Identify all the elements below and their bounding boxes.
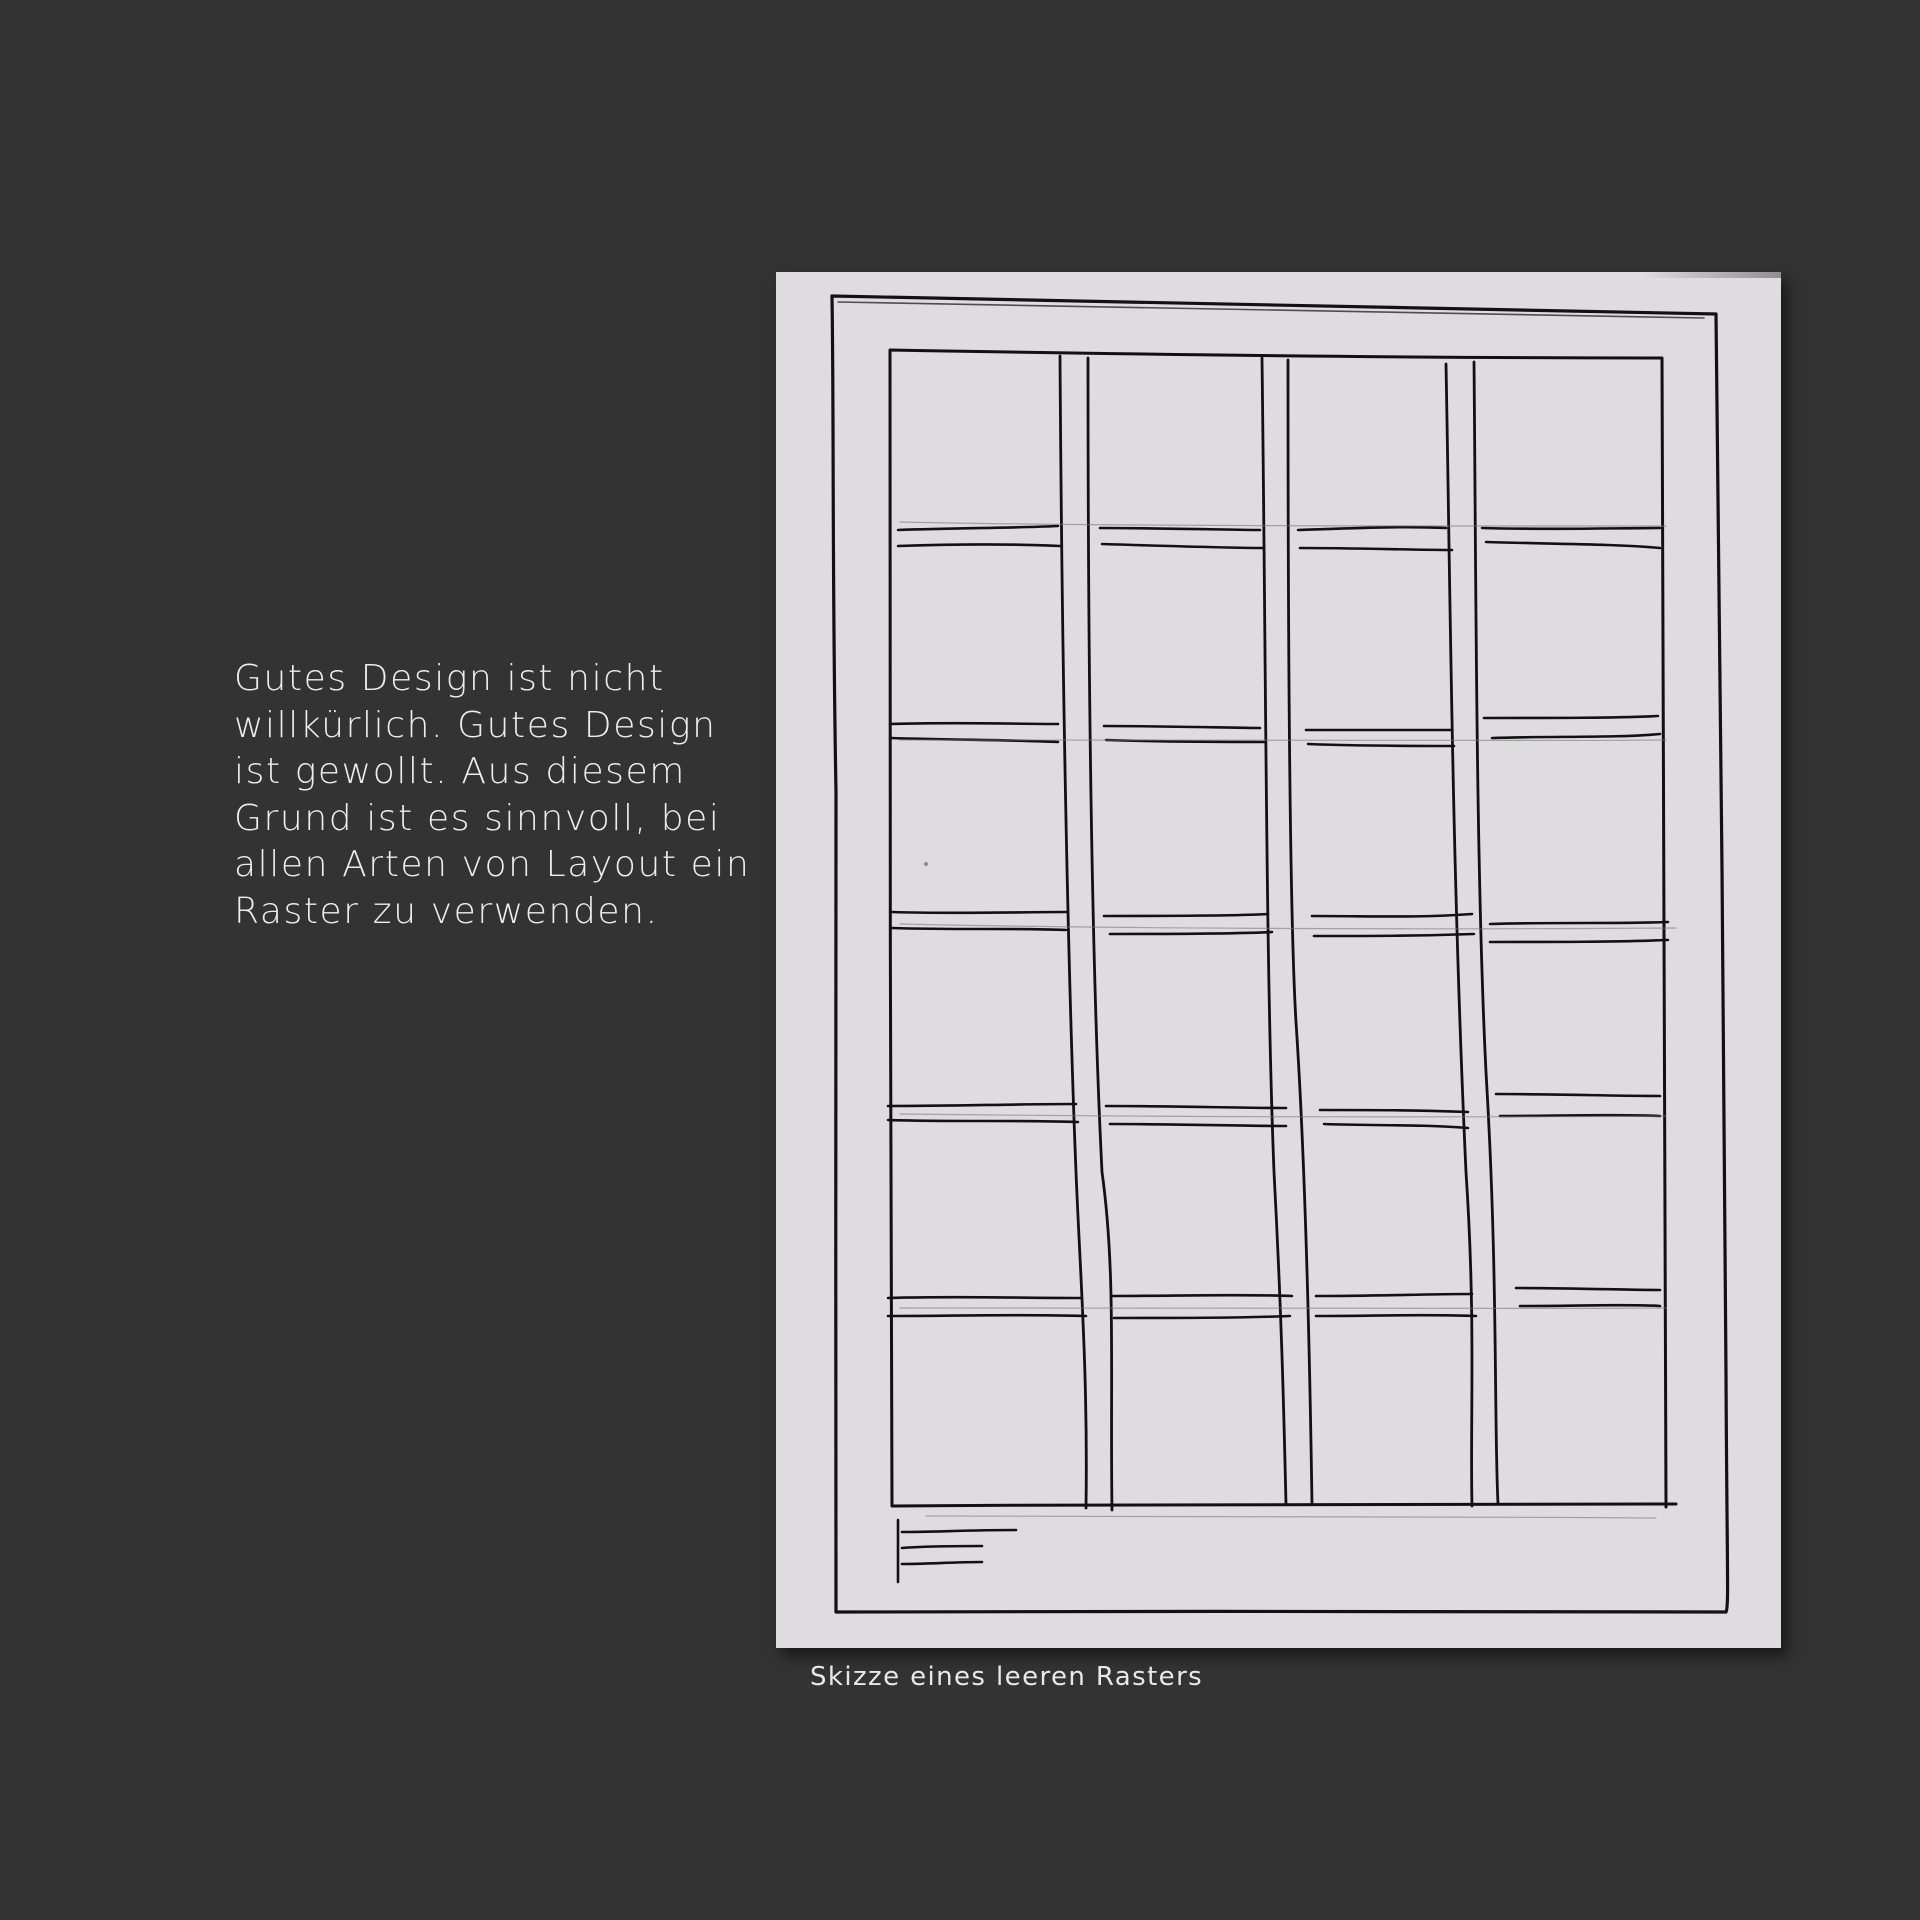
- gutter-3-right: [1474, 362, 1498, 1504]
- intro-line: Gutes Design ist nicht: [234, 658, 665, 699]
- intro-line: Raster zu verwenden.: [234, 890, 659, 932]
- intro-line: ist gewollt. Aus diesem: [234, 751, 686, 792]
- gutter-1-right: [1088, 358, 1112, 1510]
- row-gutters: [888, 526, 1668, 1318]
- gutter-2-left: [1262, 358, 1286, 1504]
- gutter-1-left: [1060, 356, 1086, 1508]
- intro-paragraph: [234, 656, 751, 935]
- outer-frame: [832, 296, 1728, 1612]
- intro-line: willkürlich. Gutes Design: [234, 704, 717, 746]
- figure-caption: Skizze eines leeren Rasters: [810, 1662, 1204, 1692]
- gutter-2-right: [1288, 360, 1312, 1504]
- intro-line: Grund ist es sinnvoll, bei: [234, 797, 721, 839]
- footer-lines: [898, 1520, 1016, 1582]
- intro-line: allen Arten von Layout ein: [234, 844, 751, 885]
- grid-sketch-drawing: [776, 272, 1781, 1648]
- sketch-photo: [776, 272, 1781, 1648]
